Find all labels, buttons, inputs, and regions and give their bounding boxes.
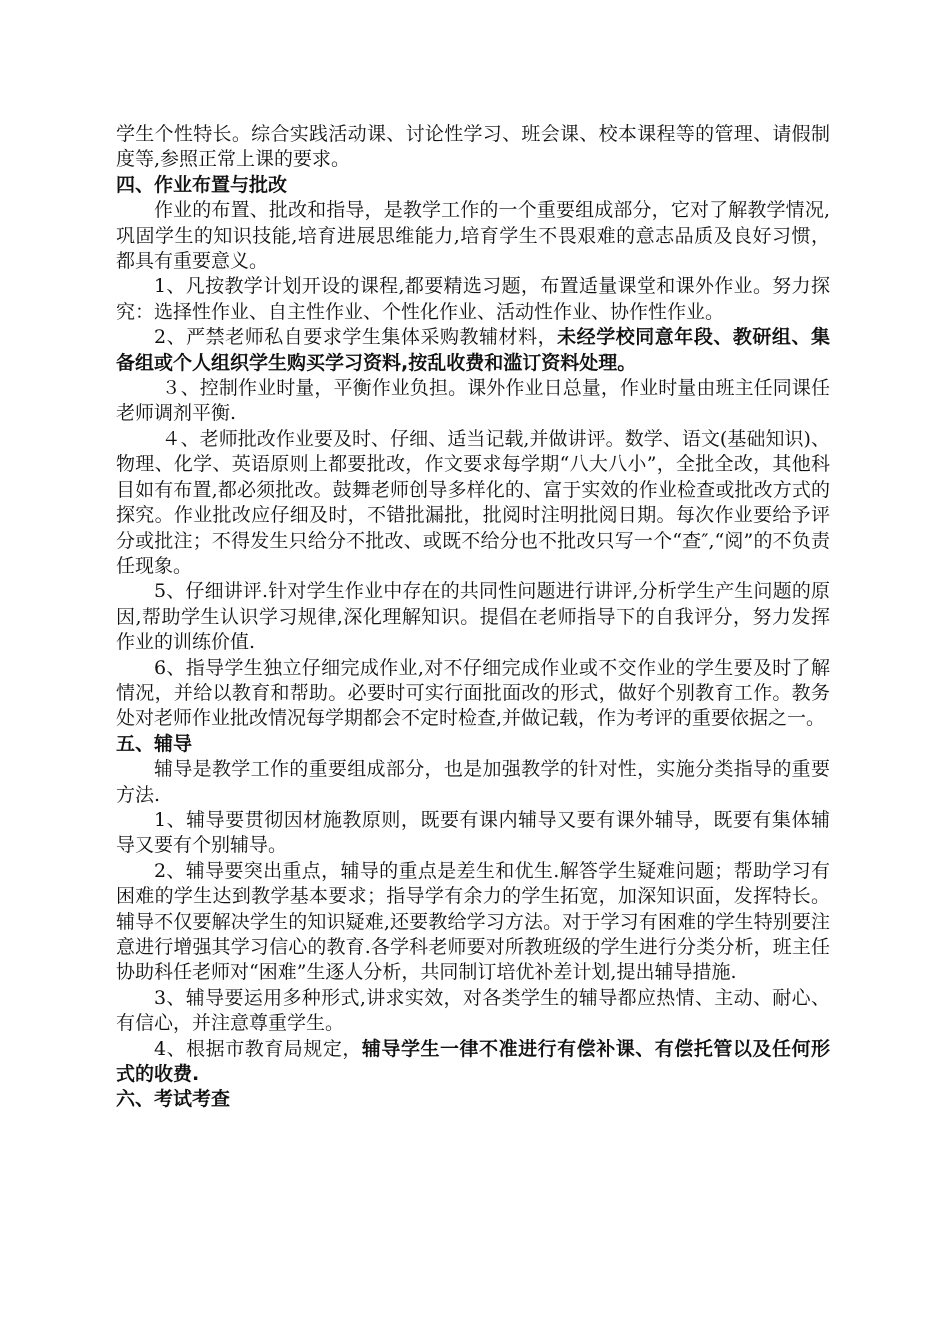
- homework-item-5: 5、仔细讲评.针对学生作业中存在的共同性问题进行讲评,分析学生产生问题的原因,帮助学生认识学习规律,深化理解知识。提倡在老师指导下的自我评分，努力发挥作业的训练价值.: [116, 580, 830, 654]
- homework-item-3: ３、控制作业时量，平衡作业负担。课外作业日总量，作业时量由班主任同课任老师调剂平衡.: [116, 377, 830, 425]
- document-page: [116, 122, 830, 1113]
- homework-lead-paragraph: 作业的布置、批改和指导，是教学工作的一个重要组成部分，它对了解教学情况,巩固学生的知识技能,培育进展思维能力,培育学生不畏艰难的意志品质及良好习惯，都具有重要意义。: [116, 199, 830, 273]
- tutoring-item-4: [116, 1037, 830, 1088]
- intro-paragraph: 学生个性特长。综合实践活动课、讨论性学习、班会课、校本课程等的管理、请假制度等,参照正常上课的要求。: [116, 123, 830, 171]
- homework-item-2-emphasis: 未经学校同意年段、教研组、集备组或个人组织学生购买学习资料,按乱收费和滥订资料处理。: [116, 326, 830, 374]
- tutoring-lead-paragraph: 辅导是教学工作的重要组成部分，也是加强教学的针对性，实施分类指导的重要方法.: [116, 758, 830, 806]
- section-heading-exams: 六、考试考查: [116, 1088, 231, 1111]
- tutoring-item-4-emphasis: 辅导学生一律不准进行有偿补课、有偿托管以及任何形式的收费.: [116, 1037, 830, 1086]
- tutoring-item-3: 3、辅导要运用多种形式,讲求实效，对各类学生的辅导都应热情、主动、耐心、有信心，并注意尊重学生。: [116, 986, 830, 1035]
- homework-item-2-text: 2、严禁老师私自要求学生集体采购教辅材料，: [154, 326, 558, 349]
- homework-item-6: 6、指导学生独立仔细完成作业,对不仔细完成作业或不交作业的学生要及时了解情况，并给以教育和帮助。必要时可实行面批面改的形式，做好个别教育工作。教务处对老师作业批改情况每学期都会不定时检查,并做记载，作为考评的重要依据之一。: [116, 656, 830, 730]
- tutoring-item-2: 2、辅导要突出重点，辅导的重点是差生和优生.解答学生疑难问题；帮助学习有困难的学生达到教学基本要求；指导学有余力的学生拓宽，加深知识面，发挥特长。辅导不仅要解决学生的知识疑难,还要教给学习方法。对于学习有困难的学生特别要注意进行增强其学习信心的教育.各学科老师要对所教班级的学生进行分类分析，班主任协助科任老师对“困难”生逐人分析，共同制订培优补差计划,提出辅导措施.: [116, 859, 830, 984]
- tutoring-item-4-text: 4、根据市教育局规定，: [154, 1037, 362, 1060]
- homework-item-1: 1、凡按教学计划开设的课程,都要精选习题，布置适量课堂和课外作业。努力探究：选择性作业、自主性作业、个性化作业、活动性作业、协作性作业。: [116, 275, 830, 323]
- section-heading-homework: 四、作业布置与批改: [116, 173, 288, 196]
- tutoring-item-1: 1、辅导要贯彻因材施教原则，既要有课内辅导又要有课外辅导，既要有集体辅导又要有个别辅导。: [116, 808, 830, 857]
- homework-item-2: [116, 325, 830, 376]
- section-heading-tutoring: 五、辅导: [116, 732, 193, 755]
- homework-item-4: ４、老师批改作业要及时、仔细、适当记载,并做讲评。数学、语文(基础知识)、物理、化学、英语原则上都要批改，作文要求每学期“八大八小”，全批全改，其他科目如有布置,都必须批改。鼓舞老师创导多样化的、富于实效的作业检查或批改方式的探究。作业批改应仔细及时，不错批漏批，批阅时注明批阅日期。每次作业要给予评分或批注；不得发生只给分不批改、或既不给分也不批改只写一个“查″,“阅”的不负责任现象。: [116, 427, 830, 577]
